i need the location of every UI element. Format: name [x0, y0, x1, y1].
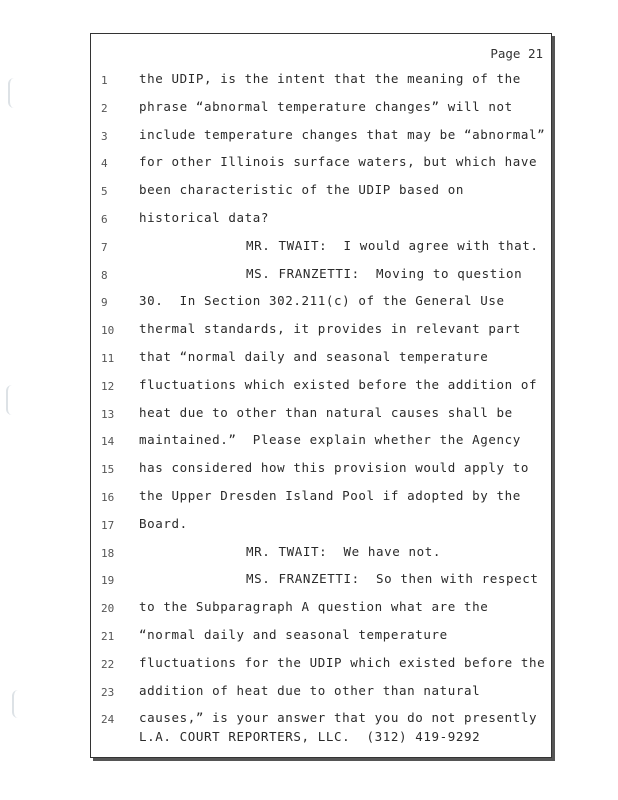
line-number: 7	[101, 240, 108, 254]
line-text: that “normal daily and seasonal temperature	[139, 349, 489, 364]
line-text: 30. In Section 302.211(c) of the General Use	[139, 293, 505, 309]
line-number: 4	[101, 157, 108, 171]
line-text: heat due to other than natural causes shall be	[139, 404, 513, 420]
line-number: 5	[101, 185, 108, 199]
line-number: 22	[101, 657, 115, 671]
transcript-line	[91, 154, 551, 172]
line-text: include temperature changes that may be “abnormal”	[139, 126, 546, 142]
line-number: 13	[101, 407, 115, 421]
line-number: 21	[101, 630, 115, 643]
line-number: 9	[101, 296, 108, 310]
transcript-line	[91, 544, 551, 562]
line-number: 8	[101, 268, 108, 282]
transcript-line	[91, 571, 551, 589]
line-text: thermal standards, it provides in relevant part	[139, 321, 521, 337]
line-number: 17	[101, 518, 115, 532]
line-text: the UDIP, is the intent that the meaning of the	[139, 71, 521, 86]
line-text: to the Subparagraph A question what are the	[139, 599, 489, 615]
transcript-line	[91, 683, 551, 701]
line-number: 23	[101, 685, 115, 699]
transcript-line	[91, 405, 551, 423]
page-number: Page 21	[490, 46, 543, 61]
footer-reporter-info: L.A. COURT REPORTERS, LLC. (312) 419-9292	[139, 729, 481, 744]
line-text: Board.	[139, 515, 188, 531]
line-text: addition of heat due to other than natural	[139, 682, 481, 698]
line-text: historical data?	[139, 210, 270, 225]
transcript-line	[91, 182, 551, 200]
binder-hole-top	[8, 78, 18, 108]
transcript-line	[91, 516, 551, 534]
line-text: has considered how this provision would apply to	[139, 460, 530, 476]
transcript-line	[91, 599, 551, 617]
transcript-line	[91, 238, 551, 256]
line-text: fluctuations which existed before the addition of	[139, 376, 538, 392]
page-shadow-right	[552, 36, 555, 761]
line-number: 24	[101, 713, 115, 727]
line-number: 20	[101, 602, 115, 616]
line-text: the Upper Dresden Island Pool if adopted by the	[139, 488, 521, 503]
line-number: 2	[101, 101, 108, 115]
transcript-line	[91, 377, 551, 395]
line-text: “normal daily and seasonal temperature	[139, 627, 448, 642]
line-number: 16	[101, 491, 115, 504]
page-shadow-bottom	[93, 758, 555, 761]
line-text: MR. TWAIT: We have not.	[246, 543, 442, 559]
line-number: 12	[101, 379, 115, 393]
line-number: 1	[101, 74, 108, 87]
line-text: fluctuations for the UDIP which existed before the	[139, 654, 546, 670]
line-number: 11	[101, 352, 115, 365]
line-text: causes,” is your answer that you do not presently	[139, 710, 538, 726]
line-number: 10	[101, 324, 115, 338]
transcript-line	[91, 127, 551, 145]
binder-hole-bottom	[12, 690, 22, 718]
transcript-line	[91, 710, 551, 728]
line-number: 3	[101, 129, 108, 143]
transcript-line	[91, 266, 551, 284]
line-text: MS. FRANZETTI: So then with respect	[246, 571, 539, 587]
line-number: 14	[101, 435, 115, 449]
transcript-line	[91, 210, 551, 228]
transcript-line	[91, 99, 551, 117]
transcript-line	[91, 488, 551, 506]
transcript-page	[90, 33, 552, 758]
transcript-line	[91, 627, 551, 645]
transcript-line	[91, 460, 551, 478]
transcript-line	[91, 432, 551, 450]
line-number: 19	[101, 574, 115, 588]
line-text: MR. TWAIT: I would agree with that.	[246, 237, 539, 253]
line-number: 15	[101, 463, 115, 477]
binder-hole-middle	[6, 385, 16, 415]
line-number: 18	[101, 546, 115, 560]
line-text: for other Illinois surface waters, but which have	[139, 154, 538, 170]
line-number: 6	[101, 213, 108, 226]
transcript-line	[91, 349, 551, 367]
line-text: MS. FRANZETTI: Moving to question	[246, 265, 523, 281]
line-text: maintained.” Please explain whether the Agency	[139, 432, 521, 448]
transcript-line	[91, 71, 551, 89]
transcript-line	[91, 655, 551, 673]
line-text: phrase “abnormal temperature changes” will not	[139, 98, 513, 114]
transcript-line	[91, 293, 551, 311]
transcript-line	[91, 321, 551, 339]
line-text: been characteristic of the UDIP based on	[139, 182, 465, 198]
